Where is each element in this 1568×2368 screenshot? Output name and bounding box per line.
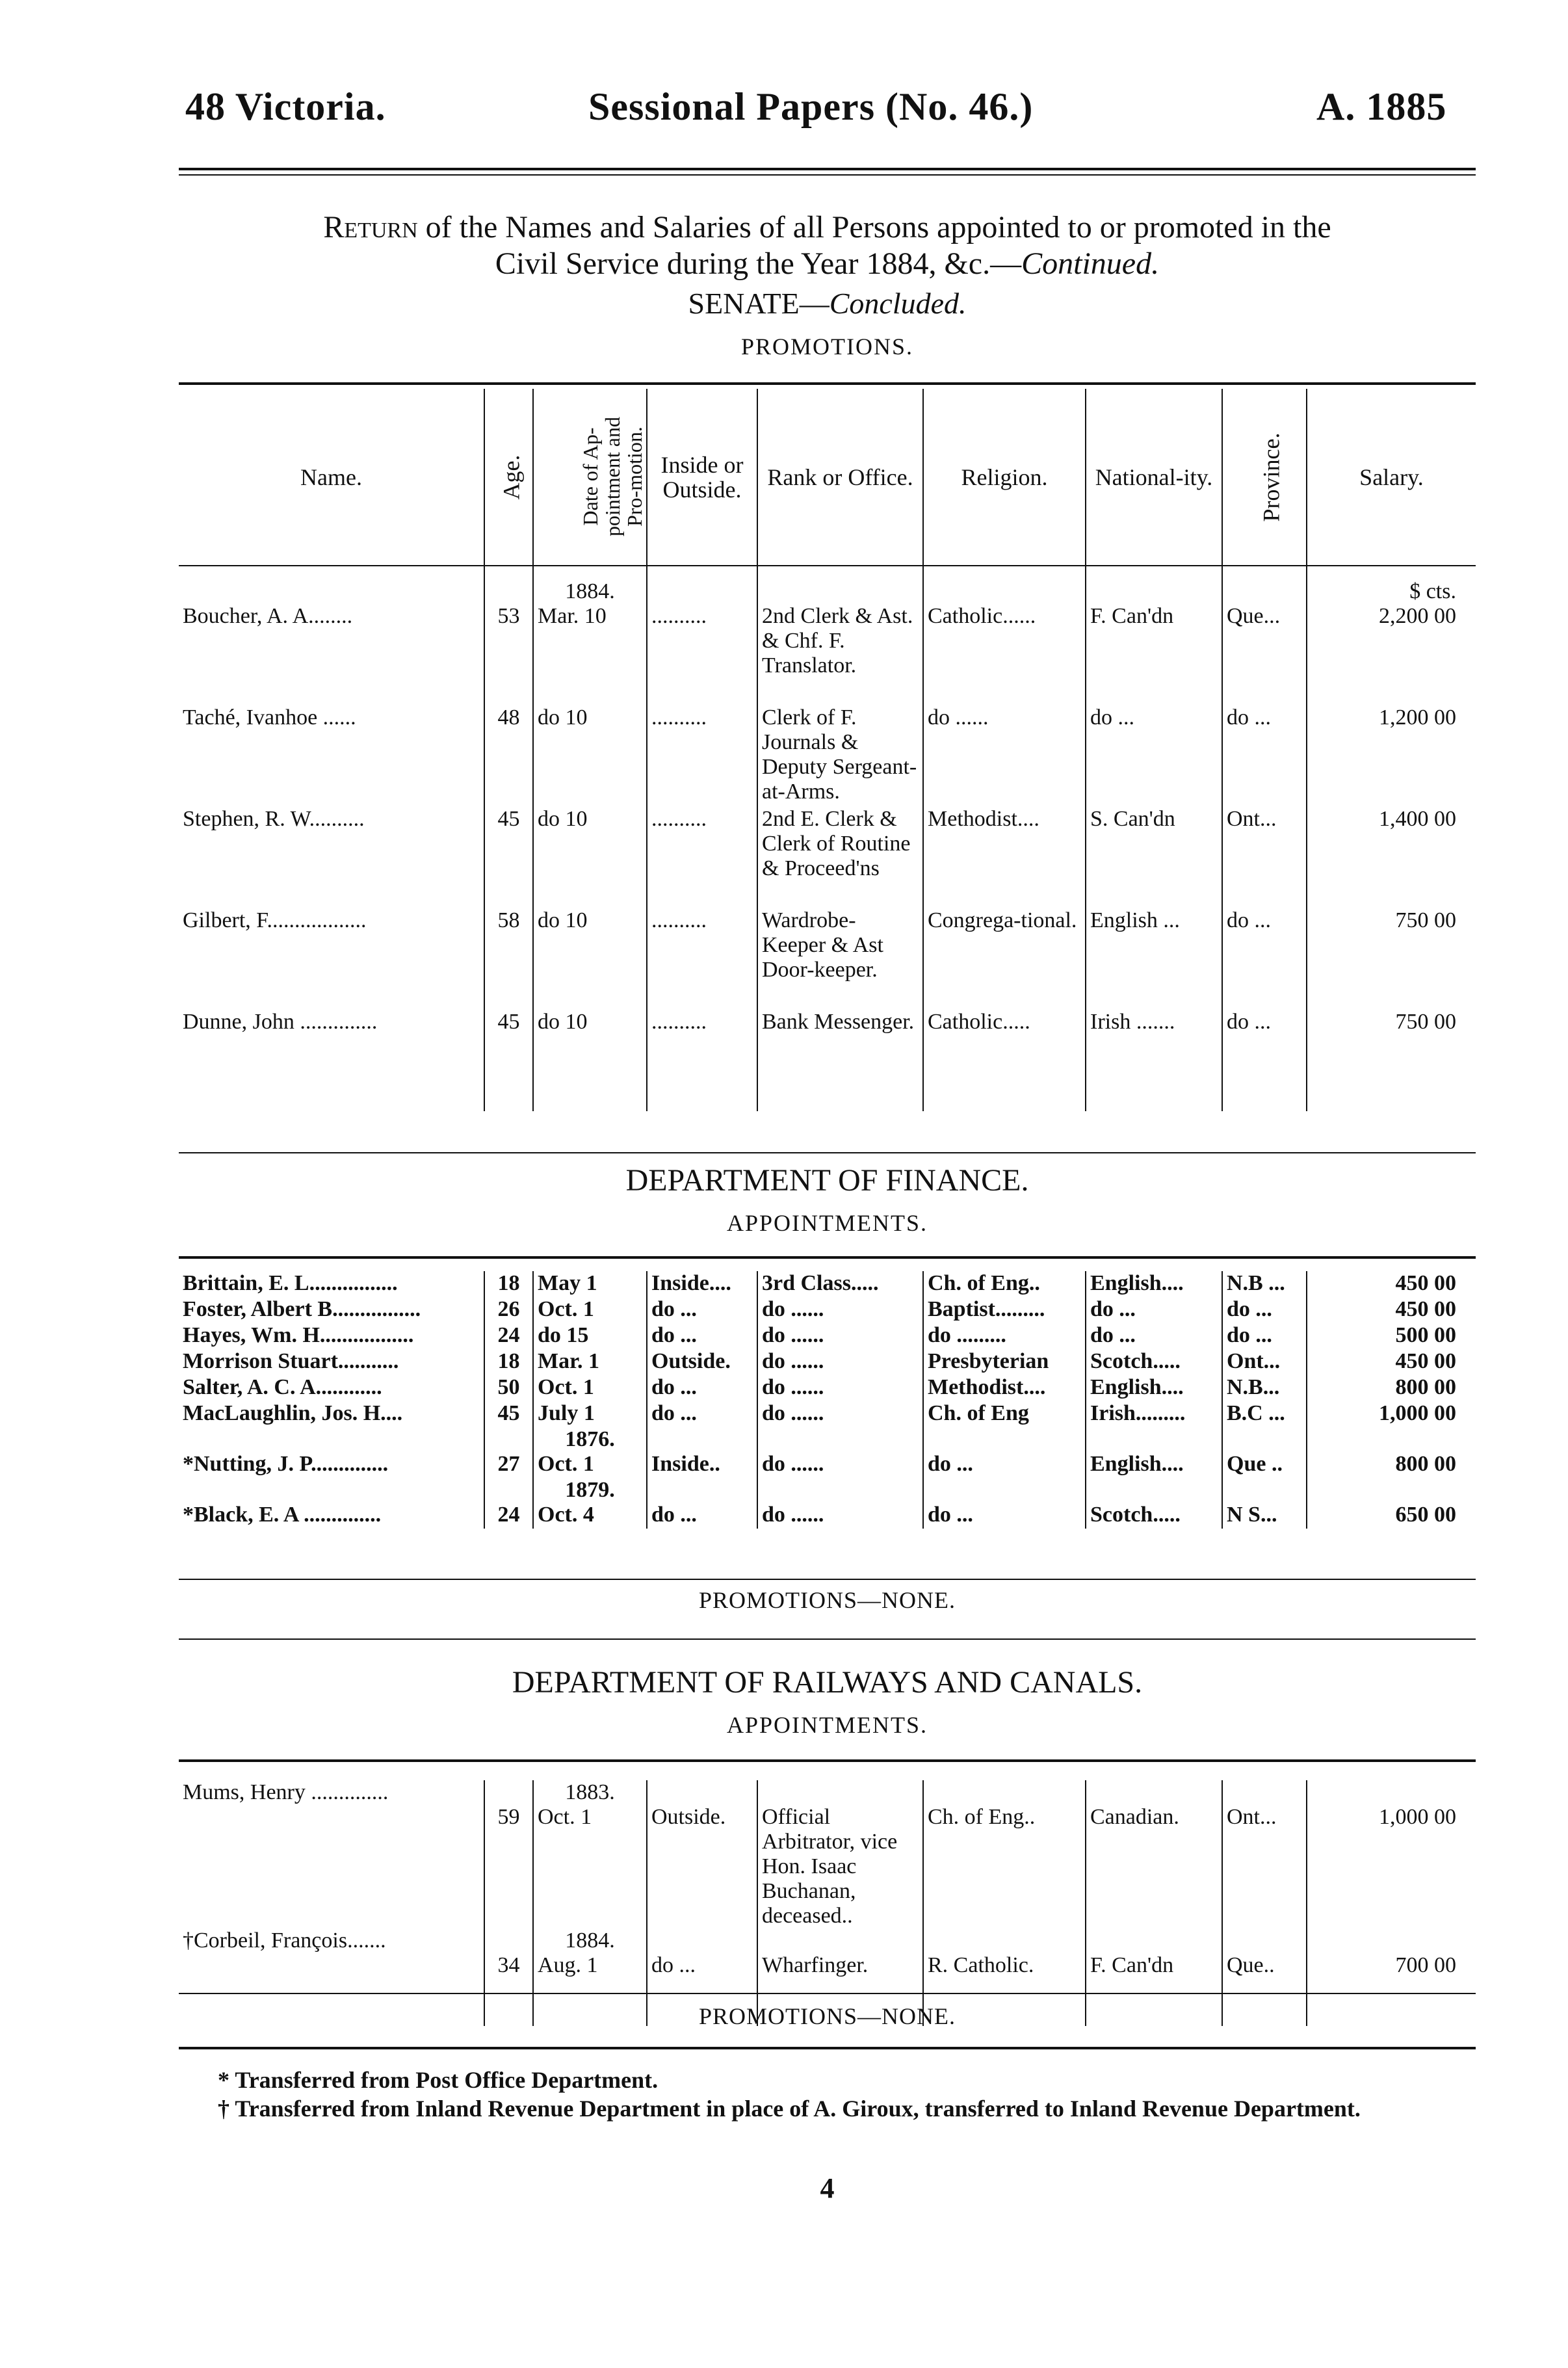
title-line2: Civil Service during the Year 1884, &c.— [495,246,1022,281]
province-cell: Ont... [1222,1780,1307,1928]
nationality-cell: F. Can'dn [1086,604,1222,705]
province-cell: Que... [1222,604,1307,705]
header-rule-thin [179,174,1476,176]
date-cell [533,908,647,1010]
date-value: Oct. 1 [538,1805,592,1829]
salary-cell: 450 00 [1307,1271,1476,1297]
salary-cell: 800 00 [1307,1427,1476,1478]
name-cell: Gilbert, F.................. [183,908,367,932]
header-rule [179,168,1476,170]
salary-cell: 1,200 00 [1307,705,1476,807]
finance-top-rule [179,1152,1476,1153]
finance-table-rule [179,1256,1476,1259]
rank-cell: 2nd Clerk & Ast. & Chf. F. Translator. [757,604,923,705]
date-value: do 10 [538,807,588,831]
col-age-label: Age. [498,454,525,499]
age-cell: 24 [484,1323,533,1349]
date-value: Mar. 10 [538,604,607,628]
date-cell [533,604,647,705]
date-value: Aug. 1 [538,1953,598,1977]
table-row [179,1010,1476,1111]
religion-cell: do ...... [923,705,1086,807]
inside-cell: do ... [647,1297,757,1323]
header-center: Sessional Papers (No. 46.) [588,85,1034,128]
table-row [179,1427,1476,1478]
table-row [179,807,1476,908]
nationality-cell: Irish ....... [1086,1010,1222,1111]
salary-cell: 500 00 [1307,1323,1476,1349]
salary-cell: 750 00 [1307,908,1476,1010]
name-cell: Boucher, A. A........ [183,604,353,628]
finance-subheading: APPOINTMENTS. [726,1210,928,1236]
senate-heading-text: SENATE— [688,287,830,320]
inside-cell: .......... [647,604,757,705]
table-row [179,1271,1476,1297]
date-value: do 10 [538,1010,588,1034]
date-cell [533,1297,647,1323]
col-inside: Inside or Outside. [647,389,757,566]
year-label: 1884. [565,1928,615,1953]
province-cell: do ... [1222,705,1307,807]
table-row [179,1478,1476,1529]
age-cell: 53 [484,604,533,705]
senate-heading [179,286,1476,321]
table-row [179,604,1476,705]
col-religion: Religion. [923,389,1086,566]
nationality-cell: English.... [1086,1427,1222,1478]
railways-table-rule [179,1759,1476,1762]
name-cell: †Corbeil, François....... [183,1928,386,1953]
name-cell: Foster, Albert B................ [183,1297,421,1321]
religion-cell: Baptist......... [923,1297,1086,1323]
rank-cell: do ...... [757,1323,923,1349]
religion-cell: do ......... [923,1323,1086,1349]
nationality-cell: F. Can'dn [1086,1928,1222,2026]
nationality-cell: English ... [1086,908,1222,1010]
religion-cell: Ch. of Eng [923,1401,1086,1427]
date-value: Mar. 1 [538,1349,600,1373]
year-label: 1876. [565,1427,615,1451]
nationality-cell: S. Can'dn [1086,807,1222,908]
age-cell: 45 [484,1401,533,1427]
name-cell: Dunne, John .............. [183,1010,378,1034]
railways-subheading: APPOINTMENTS. [726,1712,928,1738]
return-title [179,209,1476,282]
date-value: May 1 [538,1271,597,1295]
date-cell [533,1427,647,1478]
table-row [179,705,1476,807]
rank-cell: do ...... [757,1427,923,1478]
date-cell [533,1375,647,1401]
religion-cell: Ch. of Eng.. [923,1780,1086,1928]
rank-cell: Official Arbitrator, vice Hon. Isaac Buchanan, deceased.. [757,1780,923,1928]
province-cell: Que.. [1222,1928,1307,2026]
senate-subheading: PROMOTIONS. [740,334,914,360]
finance-promotions: PROMOTIONS—NONE. [698,1587,956,1613]
name-cell: Taché, Ivanhoe ...... [183,705,356,730]
finance-heading: DEPARTMENT OF FINANCE. [625,1163,1029,1198]
salary-cell: 700 00 [1307,1928,1476,2026]
salary-cell: 1,400 00 [1307,807,1476,908]
railways-table [179,1780,1476,2026]
title-line2-italic: Continued. [1021,246,1160,281]
province-cell: B.C ... [1222,1401,1307,1427]
date-value: July 1 [538,1401,595,1425]
date-value: do 15 [538,1323,589,1347]
nationality-cell: English.... [1086,1375,1222,1401]
footnote-2: † Transferred from Inland Revenue Department in place of A. Giroux, transferred to Inland Revenue Department. [218,2096,1361,2122]
inside-cell: .......... [647,1010,757,1111]
religion-cell: do ... [923,1478,1086,1529]
province-cell: do ... [1222,1323,1307,1349]
religion-cell: do ... [923,1427,1086,1478]
date-cell [533,1780,647,1928]
senate-header-row [179,389,1476,566]
col-date [533,389,647,566]
date-cell [533,1349,647,1375]
table-row [179,1401,1476,1427]
finance-end-rule [179,1638,1476,1640]
finance-bottom-rule [179,1579,1476,1580]
nationality-cell: do ... [1086,1297,1222,1323]
inside-cell: .......... [647,908,757,1010]
province-cell: Ont... [1222,1349,1307,1375]
salary-cell: 650 00 [1307,1478,1476,1529]
col-province-label: Province. [1258,432,1285,521]
date-value: Oct. 1 [538,1452,594,1476]
rank-cell: Wardrobe-Keeper & Ast Door-keeper. [757,908,923,1010]
inside-cell: do ... [647,1401,757,1427]
table-row [179,1349,1476,1375]
header-right: A. 1885 [1316,85,1447,128]
age-cell: 50 [484,1375,533,1401]
province-cell: N S... [1222,1478,1307,1529]
date-cell [533,807,647,908]
salary-cell: 800 00 [1307,1375,1476,1401]
age-cell: 18 [484,1271,533,1297]
nationality-cell: Scotch..... [1086,1349,1222,1375]
name-cell: Hayes, Wm. H................. [183,1323,414,1347]
salary-cell: 2,200 00 [1307,604,1476,705]
finance-table [179,1271,1476,1529]
date-value: Oct. 4 [538,1503,594,1527]
col-province [1222,389,1307,566]
title-caps: Return [323,210,418,244]
age-cell: 45 [484,1010,533,1111]
salary-cell: 750 00 [1307,1010,1476,1111]
province-cell: N.B... [1222,1375,1307,1401]
salary-cell: 1,000 00 [1307,1401,1476,1427]
footnote-rule [179,2047,1476,2049]
name-cell: Salter, A. C. A............ [183,1375,382,1399]
salary-cell: 450 00 [1307,1297,1476,1323]
province-cell: do ... [1222,1010,1307,1111]
senate-table [179,389,1476,1111]
date-cell [533,705,647,807]
rank-cell: do ...... [757,1297,923,1323]
col-nationality: National-ity. [1086,389,1222,566]
date-cell [533,1010,647,1111]
col-age [484,389,533,566]
age-cell: 34 [484,1928,533,2026]
nationality-cell: Irish......... [1086,1401,1222,1427]
name-cell: Mums, Henry .............. [183,1780,389,1804]
rank-cell: 2nd E. Clerk & Clerk of Routine & Proceed'ns [757,807,923,908]
date-value: Oct. 1 [538,1297,594,1321]
age-cell: 26 [484,1297,533,1323]
inside-cell: Outside. [647,1780,757,1928]
rank-cell: do ...... [757,1401,923,1427]
date-value: do 10 [538,705,588,730]
year-label: 1883. [565,1780,615,1804]
age-cell: 58 [484,908,533,1010]
rank-cell: Wharfinger. [757,1928,923,2026]
rank-cell: do ...... [757,1478,923,1529]
inside-cell: Inside.... [647,1271,757,1297]
age-cell: 48 [484,705,533,807]
senate-year-row [179,566,1476,604]
religion-cell: Methodist.... [923,807,1086,908]
religion-cell: Ch. of Eng.. [923,1271,1086,1297]
rank-cell: Clerk of F. Journals & Deputy Sergeant-at-Arms. [757,705,923,807]
table-row [179,908,1476,1010]
inside-cell: do ... [647,1323,757,1349]
date-value: do 10 [538,908,588,932]
col-rank: Rank or Office. [757,389,923,566]
senate-year: 1884. [533,566,647,604]
col-name: Name. [300,464,362,490]
religion-cell: Methodist.... [923,1375,1086,1401]
railways-heading: DEPARTMENT OF RAILWAYS AND CANALS. [512,1665,1143,1700]
date-cell [533,1323,647,1349]
age-cell: 27 [484,1427,533,1478]
rank-cell: 3rd Class..... [757,1271,923,1297]
page-number: 4 [820,2172,835,2204]
age-cell: 24 [484,1478,533,1529]
date-cell [533,1401,647,1427]
name-cell: Brittain, E. L................ [183,1271,398,1295]
date-cell [533,1271,647,1297]
year-label: 1879. [565,1478,615,1502]
name-cell: *Nutting, J. P.............. [183,1452,389,1476]
title-line1: of the Names and Salaries of all Persons appointed to or promoted in the [425,210,1331,244]
province-cell: do ... [1222,1297,1307,1323]
inside-cell: do ... [647,1375,757,1401]
nationality-cell: Scotch..... [1086,1478,1222,1529]
name-cell: *Black, E. A .............. [183,1503,382,1527]
inside-cell: Inside.. [647,1427,757,1478]
senate-heading-italic: Concluded. [829,287,967,320]
date-cell [533,1478,647,1529]
religion-cell: Congrega-tional. [923,908,1086,1010]
age-cell: 45 [484,807,533,908]
age-cell: 18 [484,1349,533,1375]
province-cell: N.B ... [1222,1271,1307,1297]
nationality-cell: do ... [1086,1323,1222,1349]
date-value: Oct. 1 [538,1375,594,1399]
table-row [179,1323,1476,1349]
inside-cell: Outside. [647,1349,757,1375]
religion-cell: R. Catholic. [923,1928,1086,2026]
rank-cell: Bank Messenger. [757,1010,923,1111]
name-cell: Stephen, R. W.......... [183,807,365,831]
header-left: 48 Victoria. [185,85,386,128]
col-date-label: Date of Ap-pointment and Pro-motion. [579,417,646,536]
name-cell: MacLaughlin, Jos. H.... [183,1401,403,1425]
inside-cell: do ... [647,1478,757,1529]
salary-units: $ cts. [1307,566,1476,604]
railways-promotions: PROMOTIONS—NONE. [698,2003,956,2029]
table-row [179,1375,1476,1401]
religion-cell: Catholic..... [923,1010,1086,1111]
salary-cell: 450 00 [1307,1349,1476,1375]
table-row [179,1780,1476,1928]
senate-top-rule [179,382,1476,385]
inside-cell: .......... [647,807,757,908]
province-cell: do ... [1222,908,1307,1010]
religion-cell: Catholic...... [923,604,1086,705]
age-cell: 59 [484,1780,533,1928]
salary-cell: 1,000 00 [1307,1780,1476,1928]
col-salary: Salary. [1307,389,1476,566]
nationality-cell: do ... [1086,705,1222,807]
province-cell: Ont... [1222,807,1307,908]
religion-cell: Presbyterian [923,1349,1086,1375]
railways-bottom-rule [179,1993,1476,1994]
rank-cell: do ...... [757,1349,923,1375]
table-row [179,1297,1476,1323]
name-cell: Morrison Stuart........... [183,1349,399,1373]
rank-cell: do ...... [757,1375,923,1401]
province-cell: Que .. [1222,1427,1307,1478]
inside-cell: do ... [647,1928,757,2026]
nationality-cell: English.... [1086,1271,1222,1297]
footnote-1: * Transferred from Post Office Department. [218,2067,659,2093]
nationality-cell: Canadian. [1086,1780,1222,1928]
inside-cell: .......... [647,705,757,807]
